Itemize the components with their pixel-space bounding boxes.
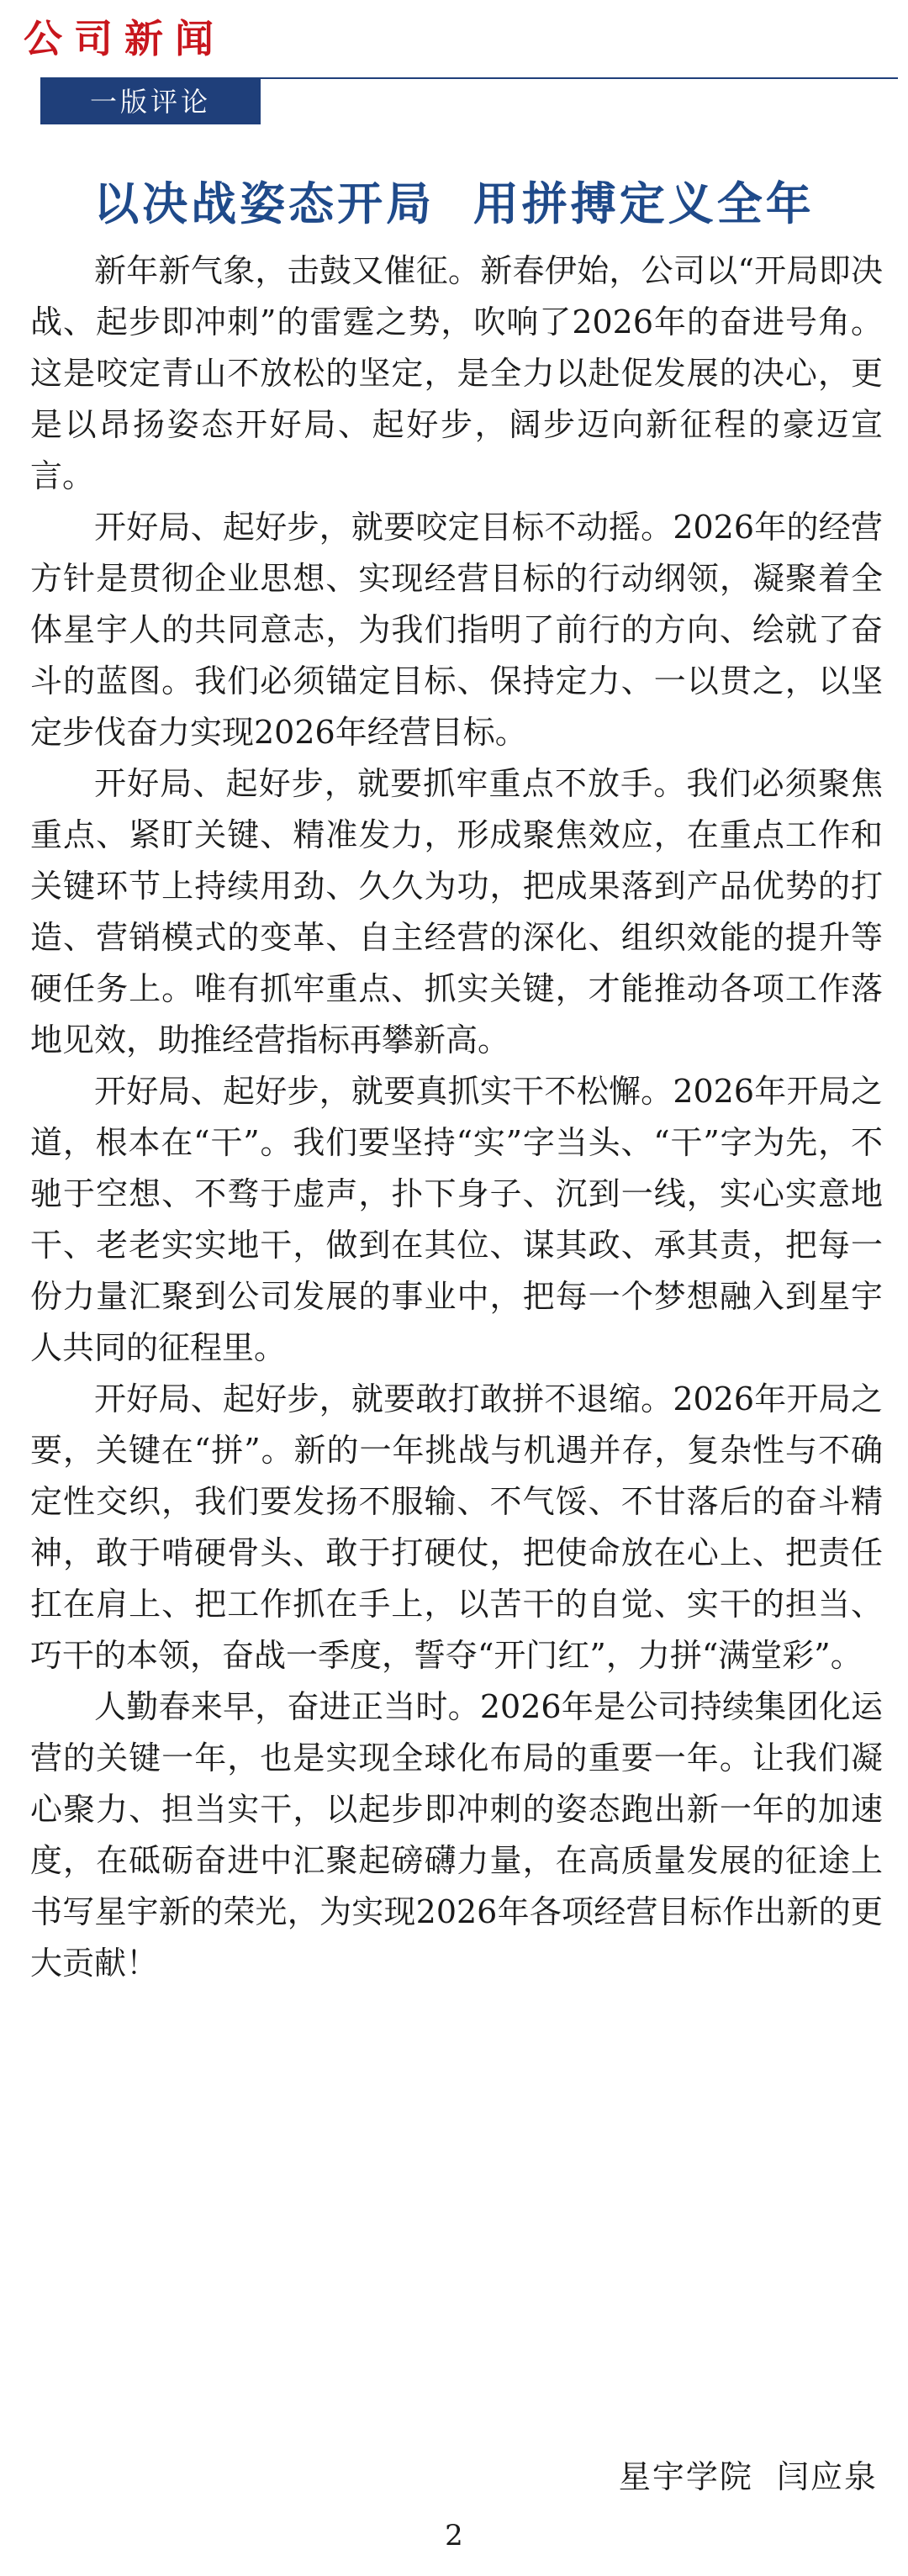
article-paragraph: 人勤春来早，奋进正当时。2026年是公司持续集团化运营的关键一年，也是实现全球化布局的重要一年。让我们凝心聚力、担当实干，以起步即冲刺的姿态跑出新一年的加速度，在砥砺奋进中汇聚起磅礴力量，在高质量发展的征途上书写星宇新的荣光，为实现2026年各项经营目标作出新的更大贡献！ xyxy=(30,1688,883,1982)
masthead-title: 公司新闻 xyxy=(24,16,225,61)
article-paragraph: 开好局、起好步，就要敢打敢拼不退缩。2026年开局之要，关键在“拼”。新的一年挑战与机遇并存，复杂性与不确定性交织，我们要发扬不服输、不气馁、不甘落后的奋斗精神，敢于啃硬骨头、敢于打硬仗，把使命放在心上、把责任扛在肩上、把工作抓在手上，以苦干的自觉、实干的担当、巧干的本领，奋战一季度，誓夺“开门红”，力拼“满堂彩”。 xyxy=(30,1380,883,1674)
article-paragraph: 开好局、起好步，就要真抓实干不松懈。2026年开局之道，根本在“干”。我们要坚持“实”字当头、“干”字为先，不驰于空想、不骛于虚声，扑下身子、沉到一线，实心实意地干、老老实实地干，做到在其位、谋其政、承其责，把每一份力量汇聚到公司发展的事业中，把每一个梦想融入到星宇人共同的征程里。 xyxy=(30,1073,883,1366)
article-headline: 以决战姿态开局 用拼搏定义全年 xyxy=(93,177,815,231)
article-paragraph: 新年新气象，击鼓又催征。新春伊始，公司以“开局即决战、起步即冲刺”的雷霆之势，吹响了2026年的奋进号角。这是咬定青山不放松的坚定，是全力以赴促发展的决心，更是以昂扬姿态开好局、起好步，阔步迈向新征程的豪迈宣言。 xyxy=(30,252,883,494)
article-body xyxy=(30,245,883,1989)
page-number: 2 xyxy=(445,2519,463,2552)
section-tag: 一版评论 xyxy=(40,79,261,124)
author-byline: 星宇学院 闫应泉 xyxy=(618,2458,878,2495)
article-paragraph: 开好局、起好步，就要抓牢重点不放手。我们必须聚焦重点、紧盯关键、精准发力，形成聚焦效应，在重点工作和关键环节上持续用劲、久久为功，把成果落到产品优势的打造、营销模式的变革、自主经营的深化、组织效能的提升等硬任务上。唯有抓牢重点、抓实关键，才能推动各项工作落地见效，助推经营指标再攀新高。 xyxy=(30,765,883,1058)
article-paragraph: 开好局、起好步，就要咬定目标不动摇。2026年的经营方针是贯彻企业思想、实现经营目标的行动纲领，凝聚着全体星宇人的共同意志，为我们指明了前行的方向、绘就了奋斗的蓝图。我们必须锚定目标、保持定力、一以贯之，以坚定步伐奋力实现2026年经营目标。 xyxy=(30,509,883,751)
